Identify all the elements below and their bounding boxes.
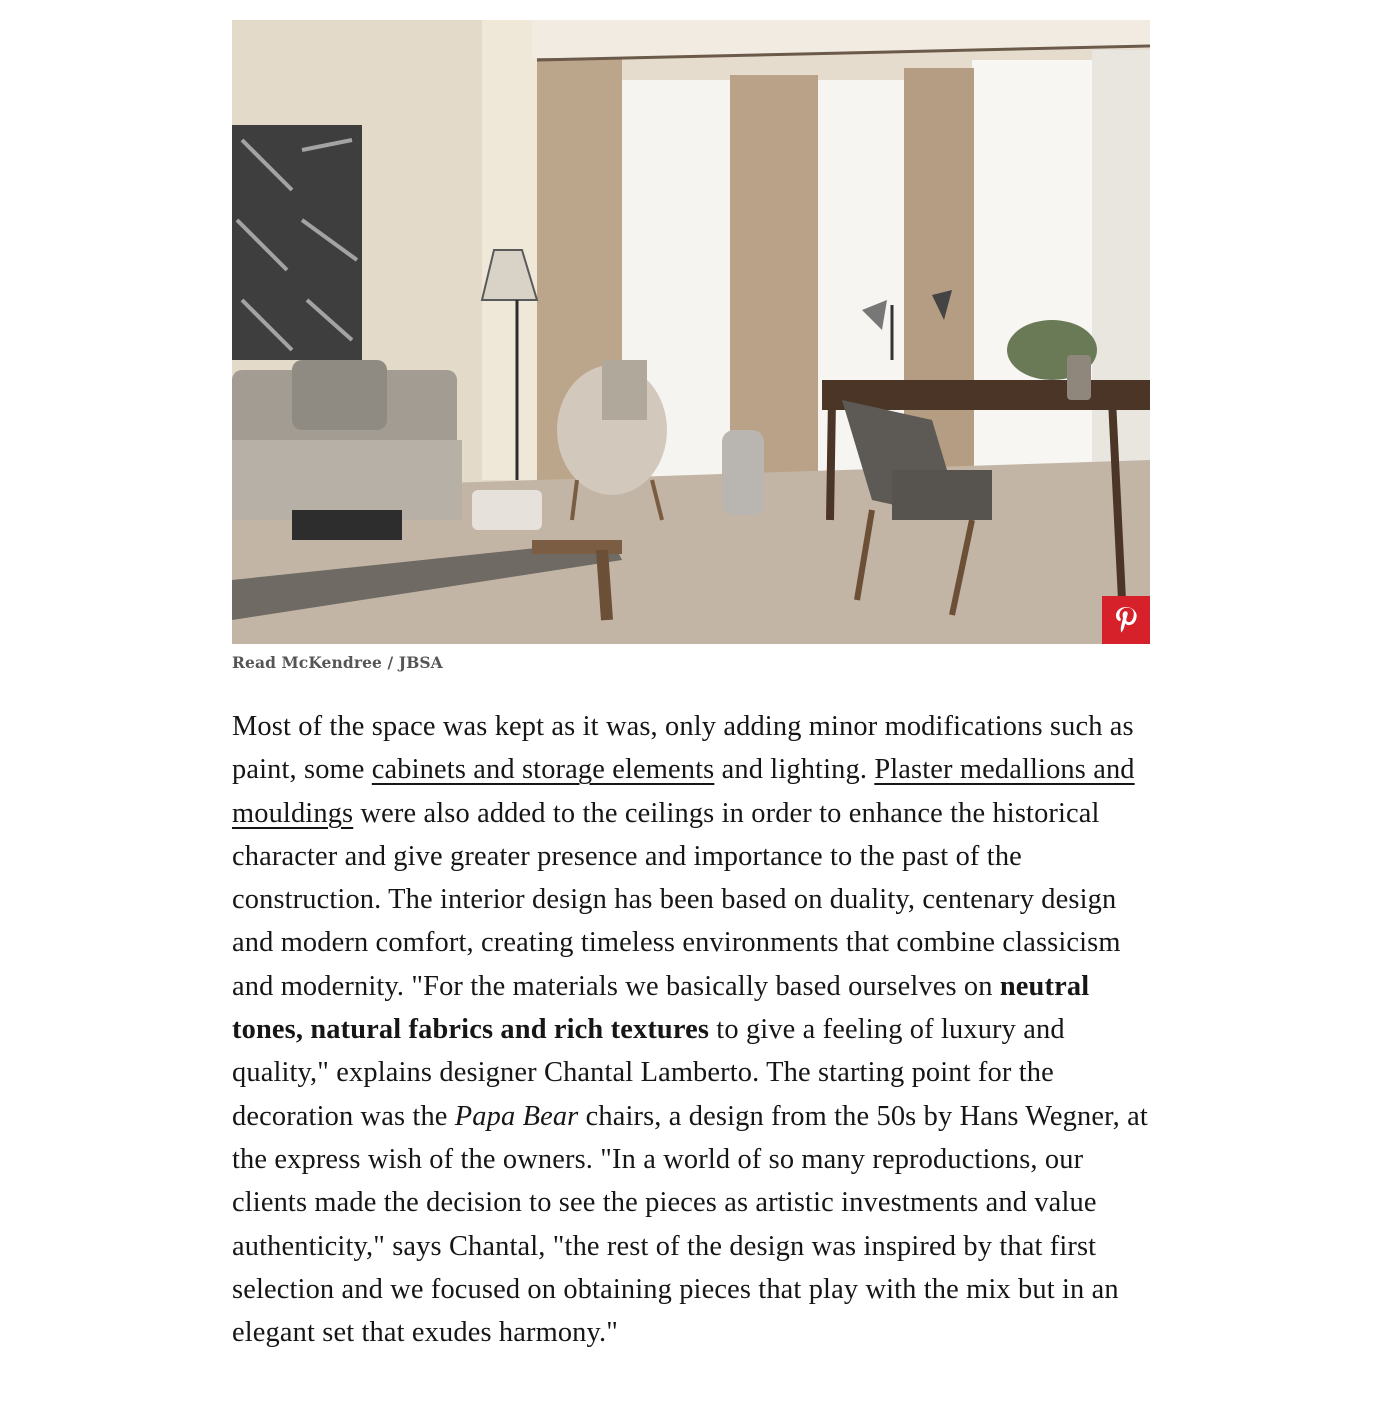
photo-credit: Read McKendree / JBSA xyxy=(232,653,443,672)
paragraph-text: to give a feeling of luxury and quality," explains designer Chantal Lamberto. The starting point for the decoration was the xyxy=(232,1014,1065,1132)
paragraph-text: chairs, a design from the 50s by Hans Wegner, at the express wish of the owners. "In a world of so many reproductions, our clients made the decision to see the pieces as artistic investments and value authenticity," says Chantal, "the rest of the design was inspired by that first selection and we focused on obtaining pieces that play with the mix but in an elegant set that exudes harmony." xyxy=(232,1100,1148,1349)
article-paragraph xyxy=(232,705,1150,1354)
link-plaster-medallions[interactable]: Plaster medallions and mouldings xyxy=(232,754,1135,829)
paragraph-text: and lighting. xyxy=(714,754,875,786)
article xyxy=(232,20,1150,1354)
paragraph-text: Most of the space was kept as it was, only adding minor modifications such as paint, some xyxy=(232,711,1134,786)
link-cabinets-storage[interactable]: cabinets and storage elements xyxy=(371,754,715,786)
italic-chair-name: Papa Bear xyxy=(454,1100,579,1132)
pinterest-save-button[interactable] xyxy=(1102,596,1150,644)
paragraph-text: were also added to the ceilings in order to enhance the historical character and give greater presence and importance to the past of the construction. The interior design has been based on duality, centenary design and modern comfort, creating timeless environments that combine classicism and modernity. "For the materials we basically based ourselves on xyxy=(232,797,1121,1002)
bold-phrase: neutral tones, natural fabrics and rich textures xyxy=(232,970,1090,1046)
living-room-image xyxy=(232,20,1150,644)
article-photo[interactable] xyxy=(232,20,1150,644)
pinterest-icon xyxy=(1113,605,1139,635)
